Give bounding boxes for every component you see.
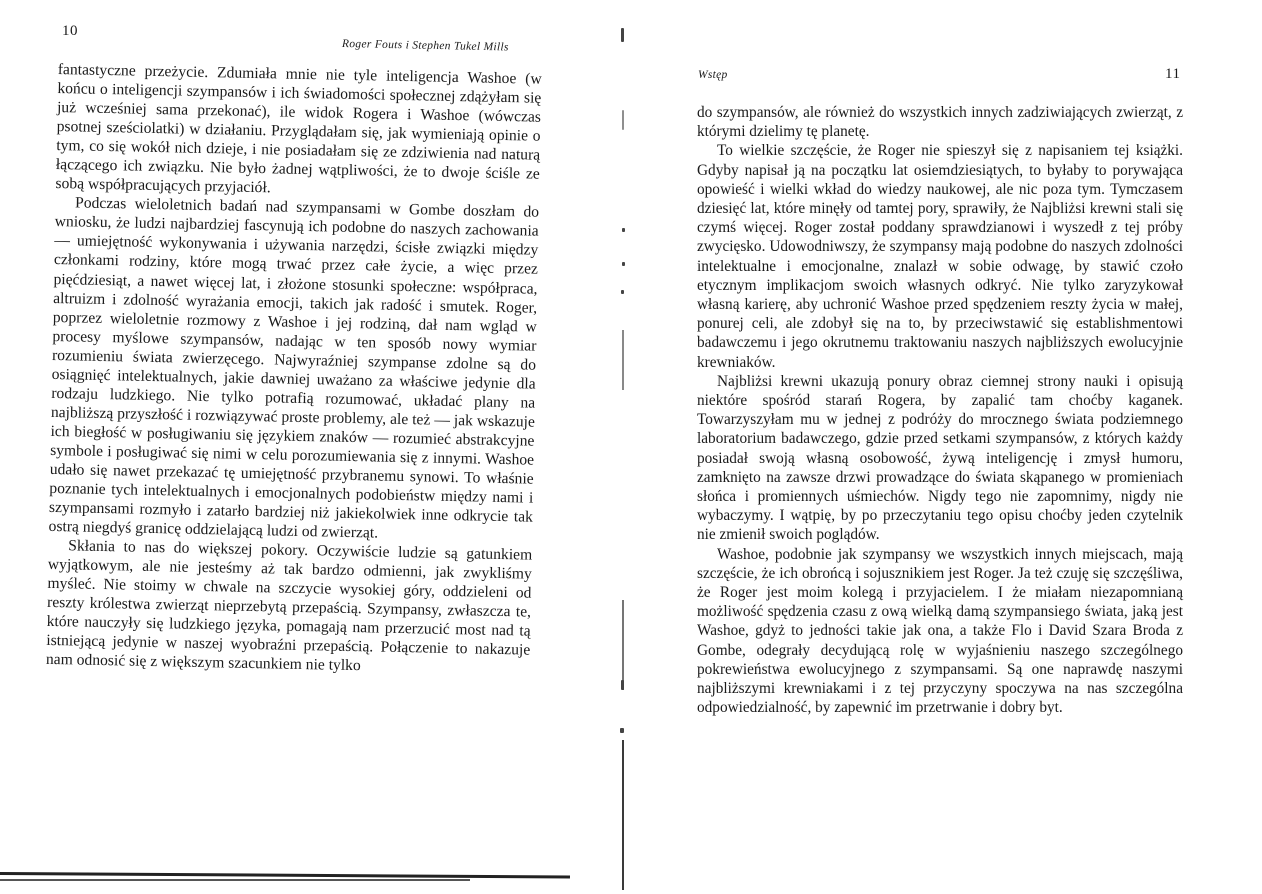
right-page	[625, 0, 1262, 894]
right-paragraph-4: Washoe, podobnie jak szympansy we wszystkich innych miejscach, mają szczęście, że ich obrońcą i sojusznikiem jest Roger. Ja też czuję się szczęśliwa, że Roger jest moim kolegą i przyjacielem. I że miałam niezapomnianą możliwość spędzenia czasu z ową wielką damą szympansiego świata, jaką jest Washoe, gdyż to jedności takie jak ona, a także Flo i David Szara Broda z Gombe, odegrały decydującą rolę w wyjaśnieniu naszego szczególnego pokrewieństwa ewolucyjnego z szympansami. Są one naprawdę naszymi najbliższymi krewniakami i z tej przyczyny spoczywa na nas szczególna odpowiedzialność, by zapewnić im przetrwanie i dobry byt.	[697, 545, 1183, 717]
gutter-line-lower	[622, 740, 624, 890]
left-page-body	[46, 60, 542, 679]
scan-speck	[620, 728, 624, 733]
gutter-line-middle	[622, 600, 624, 690]
right-paragraph-2: To wielkie szczęście, że Roger nie spieszył się z napisaniem tej książki. Gdyby napisał ją na początku lat osiemdziesiątych, to byłaby to porywająca opowieść i wielki wkład do wiedzy naukowej, ale nic poza tym. Tymczasem dziesięć lat, które minęły od tamtej pory, sprawiły, że Najbliżsi krewni stali się czymś więcej. Roger został poddany sprawdzianowi i wyszedł z tej próby zwycięsko. Udowodniwszy, że szympansy mają podobne do naszych zdolności intelektualne i emocjonalne, znalazł w sobie odwagę, by stawić czoło etycznym implikacjom swoich własnych odkryć. Nie tylko zaryzykował własną karierę, aby uchronić Washoe przed spędzeniem reszty życia w małej, ponurej celi, ale zdobył się na to, by przeciwstawić się establishmentowi badawczemu i jego okrutnemu traktowaniu naszych najbliższych ewolucyjnie krewniaków.	[697, 142, 1183, 371]
gutter-line-upper	[622, 330, 624, 390]
scan-speck	[622, 262, 625, 266]
left-paragraph-1: fantastyczne przeżycie. Zdumiała mnie nie tyle inteligencja Washoe (w końcu o inteligencji szympansów i ich świadomości społecznej zdążyłam się już wcześniej sama przekonać), ile widok Rogera i Washoe (wówczas psotnej sześciolatki) w działaniu. Przyglądałam się, jak wymieniają opinie o tym, co się wokół nich dzieje, i nie posiadałam się ze zdziwienia nad naturą łączącego ich związku. Nie było żadnej wątpliwości, że to dwoje ściśle ze sobą współpracujących przyjaciół.	[55, 60, 542, 197]
bottom-scan-rule-secondary	[0, 879, 470, 881]
scan-speck	[621, 28, 624, 42]
left-paragraph-3: Skłania to nas do większej pokory. Oczywiście ludzie są gatunkiem wyjątkowym, ale nie jesteśmy aż tak bardzo odmienni, jak zwykliśmy myśleć. Nie stoimy w chwale na szczycie wysokiej góry, oddzieleni od reszty królestwa zwierząt nieprzebytą przepaścią. Szympansy, zwłaszcza te, które nauczyły się ludzkiego języka, pomagają nam przerzucić most nad tą istniejącą jedynie w naszej wyobraźni przepaścią. Połączenie to nakazuje nam odnosić się z większym szacunkiem nie tylko	[45, 537, 533, 675]
left-page-number: 10	[62, 23, 78, 39]
scan-speck	[622, 110, 624, 130]
right-page-number: 11	[1165, 66, 1181, 82]
scan-speck	[621, 290, 624, 294]
left-page	[0, 0, 610, 894]
right-running-head: Wstęp	[698, 69, 728, 81]
scan-speck	[622, 228, 625, 232]
right-page-body	[697, 103, 1183, 718]
right-paragraph-1: do szympansów, ale również do wszystkich innych zadziwiających zwierząt, z którymi dzielimy tę planetę.	[697, 104, 1183, 141]
right-paragraph-3: Najbliżsi krewni ukazują ponury obraz ciemnej strony nauki i opisują niektóre spośród starań Rogera, by zapalić tam choćby kaganek. Towarzyszyłam mu w jednej z podróży do mrocznego świata podziemnego laboratorium badawczego, gdzie przed setkami szympansów, z których każdy posiadał swoją własną osobowość, żywą inteligencję i zmysł humoru, zamknięto na zawsze drzwi prowadzące do świata skąpanego w promieniach słońca i promiennych uśmiechów. Nigdy tego nie zapomnimy, nigdy nie wybaczymy. I wątpię, by po przeczytaniu tego opisu choćby jeden czytelnik nie zmienił swoich poglądów.	[697, 372, 1183, 544]
scan-speck	[621, 680, 624, 690]
left-paragraph-2: Podczas wieloletnich badań nad szympansami w Gombe doszłam do wniosku, że ludzi najbardziej fascynują ich podobne do naszych zachowania — umiejętność wykonywania i używania narzędzi, ścisłe związki między członkami rodziny, które mogą trwać przez całe życie, a więc przez pięćdziesiąt, a nawet więcej lat, i złożone stosunki społeczne: współpraca, altruizm i zdolność wyrażania emocji, takich jak radość i smutek. Roger, poprzez wieloletnie rozmowy z Washoe i jej rodziną, dał nam wgląd w procesy myślowe szympansów, nadając w ten sposób nowy wymiar rozumieniu świata zwierzęcego. Najwyraźniej szympanse zdolne są do osiągnięć intelektualnych, jakie dawniej uważano za właściwe jedynie dla rodzaju ludzkiego. Nie tylko potrafią rozumować, układać plany na najbliższą przyszłość i rozwiązywać proste problemy, ale też — jak wskazuje ich biegłość w posługiwaniu się językiem znaków — rozumieć abstrakcyjne symbole i posługiwać się nimi w celu porozumiewania się z innymi. Washoe udało się nawet przekazać tę umiejętność przybranemu synowi. To właśnie poznanie tych intelektualnych i emocjonalnych podobieństw między nami i szympansami rozmyło i zatarło bardziej niż jakiekolwiek inne odkrycie tak ostrą niegdyś granicę oddzielającą ludzi od zwierząt.	[48, 194, 540, 542]
left-running-head: Roger Fouts i Stephen Tukel Mills	[341, 38, 509, 54]
